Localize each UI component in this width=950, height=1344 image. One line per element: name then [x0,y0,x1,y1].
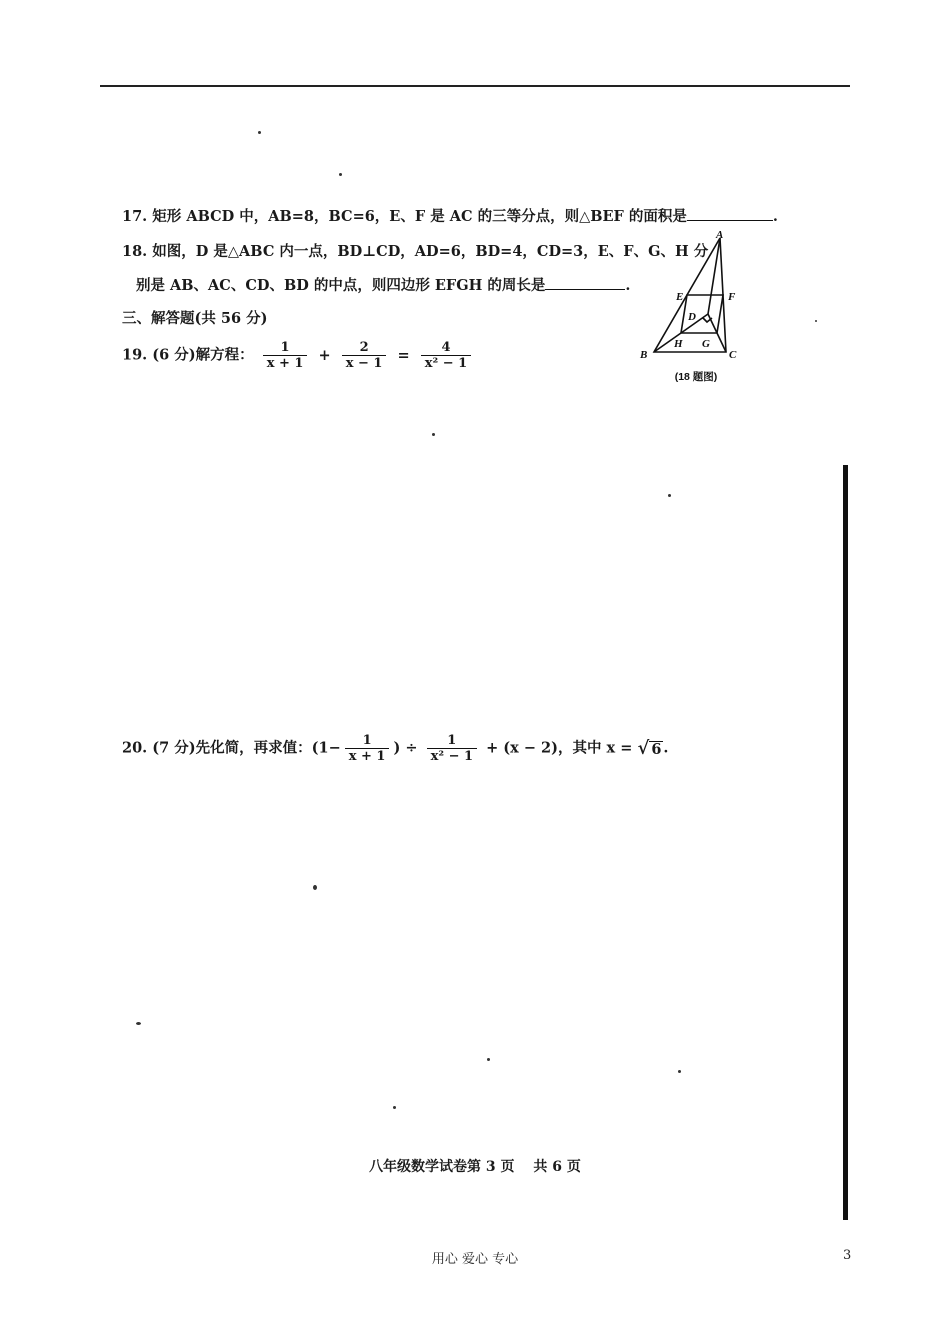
answer-blank-18[interactable] [545,277,625,290]
fraction-denominator: x + 1 [345,748,390,764]
plus-sign: + [318,346,331,364]
fraction-19-3 [421,340,471,371]
label-f: F [728,291,736,303]
scan-speck [678,1070,681,1073]
fraction-19-2 [342,340,387,371]
question-19-prefix: 19. (6 分)解方程： [122,346,254,364]
scan-speck [313,885,317,890]
figure-caption: (18 题图) [674,371,718,383]
question-20-mid: ) ÷ [393,739,418,757]
question-20-prefix: 20. (7 分)先化简，再求值：(1− [122,739,341,757]
fraction-denominator: x − 1 [342,355,387,371]
bottom-note: 用心 爱心 专心 [431,1252,519,1267]
fraction-19-1 [263,340,308,371]
question-17-end: . [772,208,778,225]
question-18-line1: 18. 如图，D 是△ABC 内一点，BD⊥CD，AD=6，BD=4，CD=3，E、F、G、H 分 [122,243,709,260]
label-d: D [688,311,696,323]
fraction-numerator: 1 [362,733,372,748]
scan-speck [432,433,435,436]
fraction-20-2 [427,733,477,764]
scan-speck [393,1106,396,1109]
label-a: A [716,229,724,241]
fraction-denominator: x² − 1 [427,748,477,764]
question-17-text: 17. 矩形 ABCD 中，AB=8，BC=6，E、F 是 AC 的三等分点，则△BEF 的面积是 [122,208,687,225]
scan-speck [136,1022,141,1025]
fraction-numerator: 1 [447,733,457,748]
section-3-heading: 三、解答题(共 56 分) [122,310,268,327]
question-18-end: . [625,277,631,294]
scan-speck [487,1058,490,1061]
fraction-20-1 [345,733,390,764]
question-20-after: + (x − 2)，其中 x = [486,739,633,757]
scan-edge-shadow [843,465,848,1220]
question-18-line2 [136,274,630,295]
label-b: B [640,349,648,361]
square-root [637,737,663,759]
fraction-numerator: 4 [441,340,451,355]
fraction-numerator: 2 [359,340,369,355]
fraction-denominator: x² − 1 [421,355,471,371]
label-h: H [674,338,683,350]
header-rule [100,85,850,87]
question-18-text: 别是 AB、AC、CD、BD 的中点，则四边形 EFGH 的周长是 [136,277,546,294]
radicand: 6 [651,740,662,758]
question-20-end: . [663,739,669,757]
triangle-diagram [636,228,756,388]
scan-speck [668,494,671,497]
label-g: G [702,338,710,350]
scan-speck [339,173,342,176]
question-20 [122,733,668,764]
scan-speck [258,131,261,134]
radical-sign-icon: √ [637,737,650,759]
scan-speck [815,320,817,322]
question-19 [122,340,475,371]
question-17 [122,205,778,226]
page-number: 3 [843,1248,852,1263]
label-c: C [729,349,737,361]
equals-sign: = [397,346,410,364]
fraction-numerator: 1 [280,340,290,355]
triangle-figure-18 [636,228,756,388]
fraction-denominator: x + 1 [263,355,308,371]
answer-blank-17[interactable] [687,208,773,221]
label-e: E [676,291,684,303]
page-footer-info: 八年级数学试卷第 3 页 共 6 页 [369,1159,581,1175]
